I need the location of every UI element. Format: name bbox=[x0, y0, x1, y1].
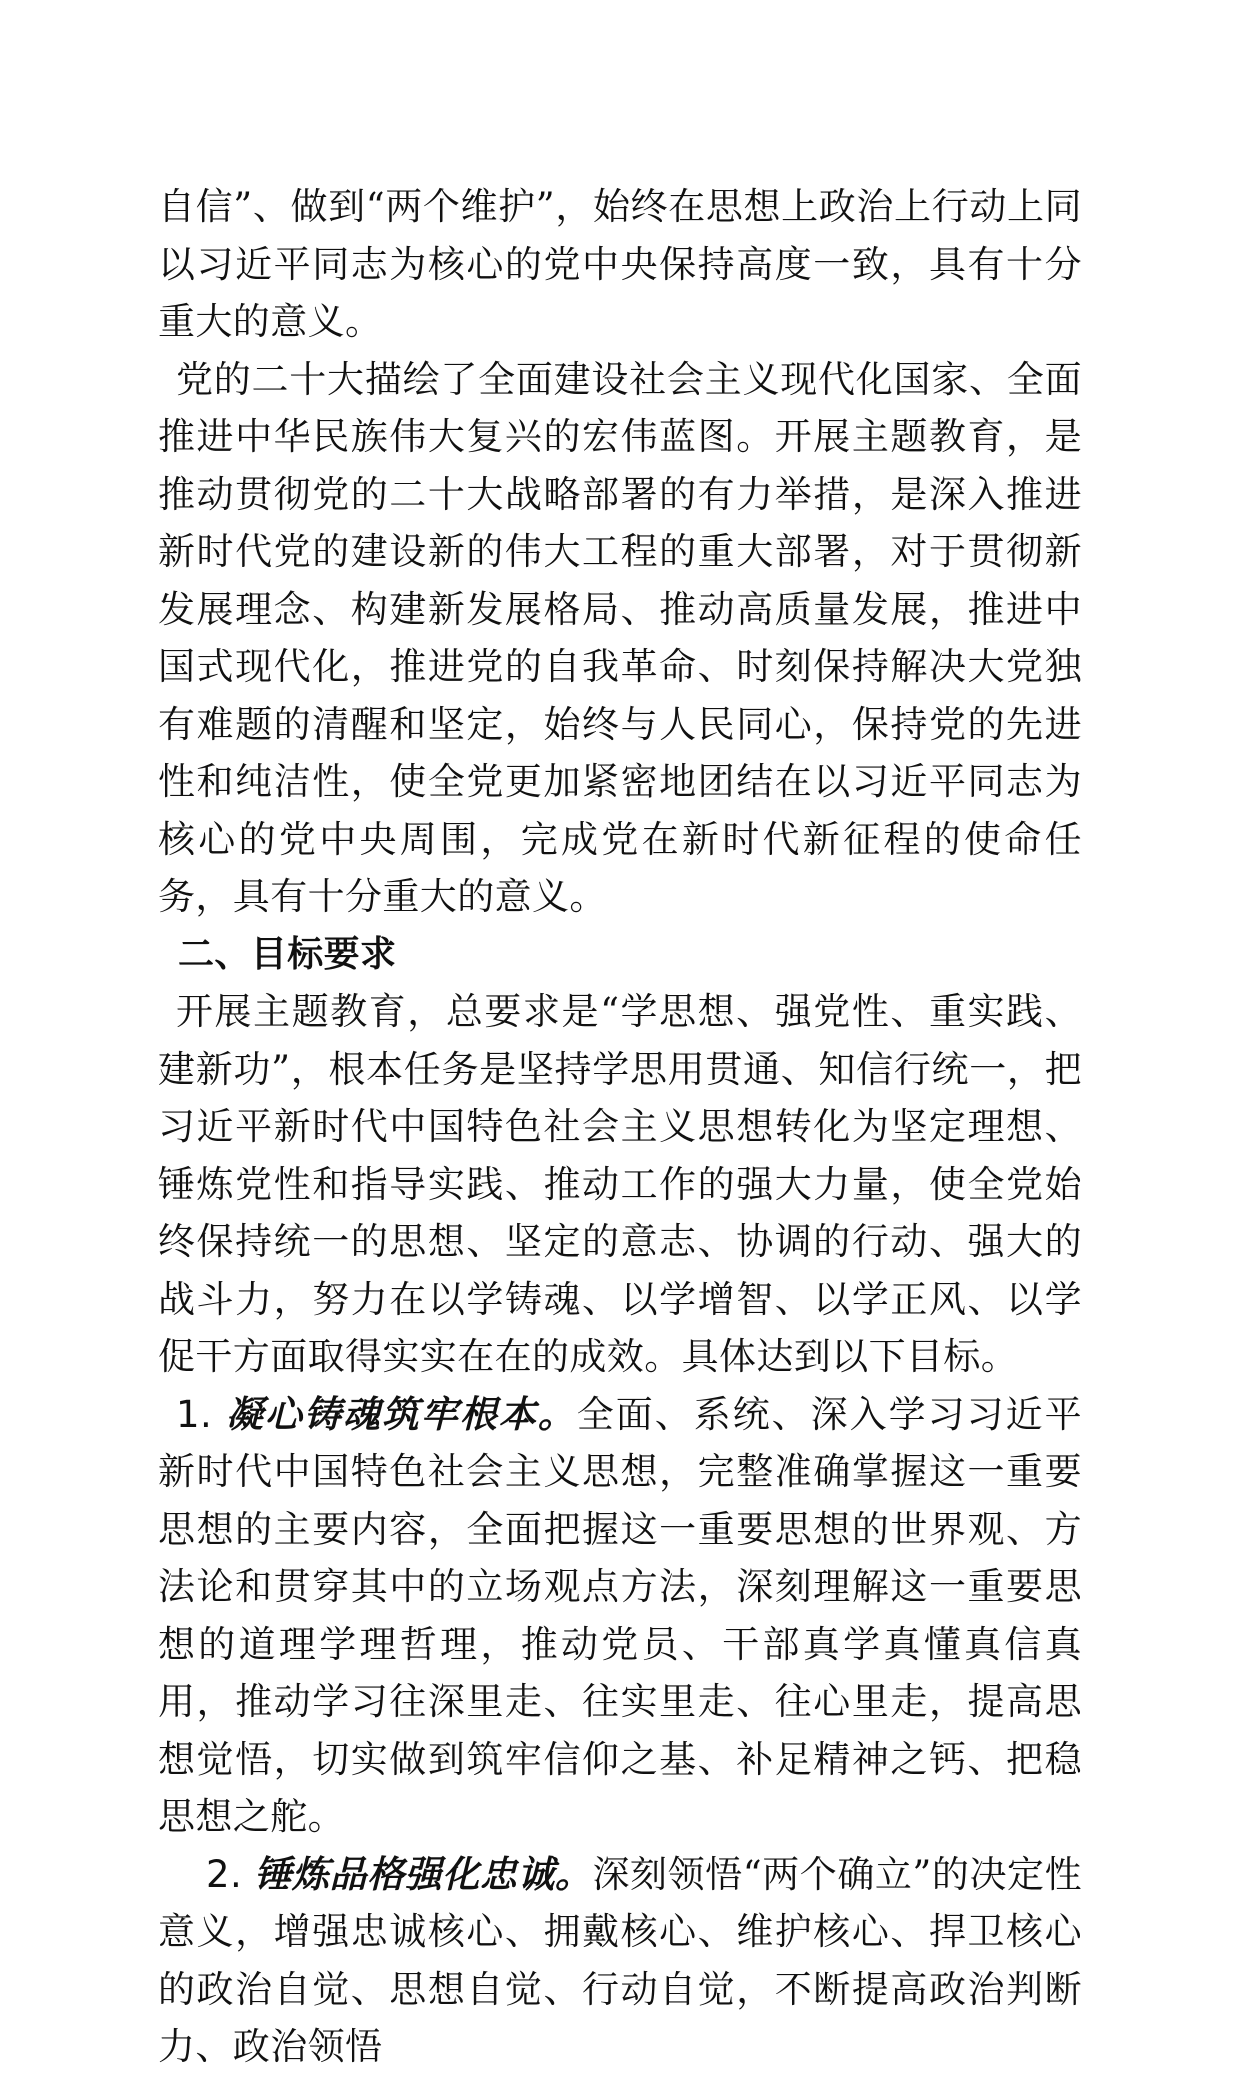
paragraph-significance: 党的二十大描绘了全面建设社会主义现代化国家、全面推进中华民族伟大复兴的宏伟蓝图。开展主题教育，是推动贯彻党的二十大战略部署的有力举措，是深入推进新时代党的建设新的伟大工程的重大部署，对于贯彻新发展理念、构建新发展格局、推动高质量发展，推进中国式现代化，推进党的自我革命、时刻保持解决大党独有难题的清醒和坚定，始终与人民同心，保持党的先进性和纯洁性，使全党更加紧密地团结在以习近平同志为核心的党中央周围，完成党在新时代新征程的使命任务，具有十分重大的意义。 bbox=[158, 357, 1082, 918]
goal-item-2-text: 深刻领悟“两个确立”的决定性意义，增强忠诚核心、拥戴核心、维护核心、捍卫核心的政治自觉、思想自觉、行动自觉，不断提高政治判断力、政治领悟 bbox=[158, 1852, 1082, 2068]
goal-item-1-title: 凝心铸魂筑牢根本。 bbox=[225, 1391, 577, 1436]
goal-item-2-number: 2. bbox=[206, 1852, 243, 1896]
section-heading-goals: 二、目标要求 bbox=[178, 933, 397, 975]
goal-item-1-text: 全面、系统、深入学习习近平新时代中国特色社会主义思想，完整准确掌握这一重要思想的主要内容，全面把握这一重要思想的世界观、方法论和贯穿其中的立场观点方法，深刻理解这一重要思想的道理学理哲理，推动党员、干部真学真懂真信真用，推动学习往深里走、往实里走、往心里走，提高思想觉悟，切实做到筑牢信仰之基、补足精神之钙、把稳思想之舵。 bbox=[158, 1392, 1082, 1838]
paragraph-goals-overview: 开展主题教育，总要求是“学思想、强党性、重实践、建新功”，根本任务是坚持学思用贯通、知信行统一，把习近平新时代中国特色社会主义思想转化为坚定理想、锤炼党性和指导实践、推动工作的强大力量，使全党始终保持统一的思想、坚定的意志、协调的行动、强大的战斗力，努力在以学铸魂、以学增智、以学正风、以学促干方面取得实实在在的成效。具体达到以下目标。 bbox=[158, 990, 1082, 1378]
goal-item-2-title: 锤炼品格强化忠诚。 bbox=[254, 1851, 593, 1896]
goal-item-1-number: 1. bbox=[176, 1392, 213, 1436]
paragraph-intro-continued: 自信”、做到“两个维护”，始终在思想上政治上行动上同以习近平同志为核心的党中央保持高度一致，具有十分重大的意义。 bbox=[158, 185, 1082, 343]
goal-item-1 bbox=[158, 1386, 1082, 1846]
document-page bbox=[158, 178, 1082, 2076]
goal-item-2 bbox=[158, 1846, 1082, 2076]
